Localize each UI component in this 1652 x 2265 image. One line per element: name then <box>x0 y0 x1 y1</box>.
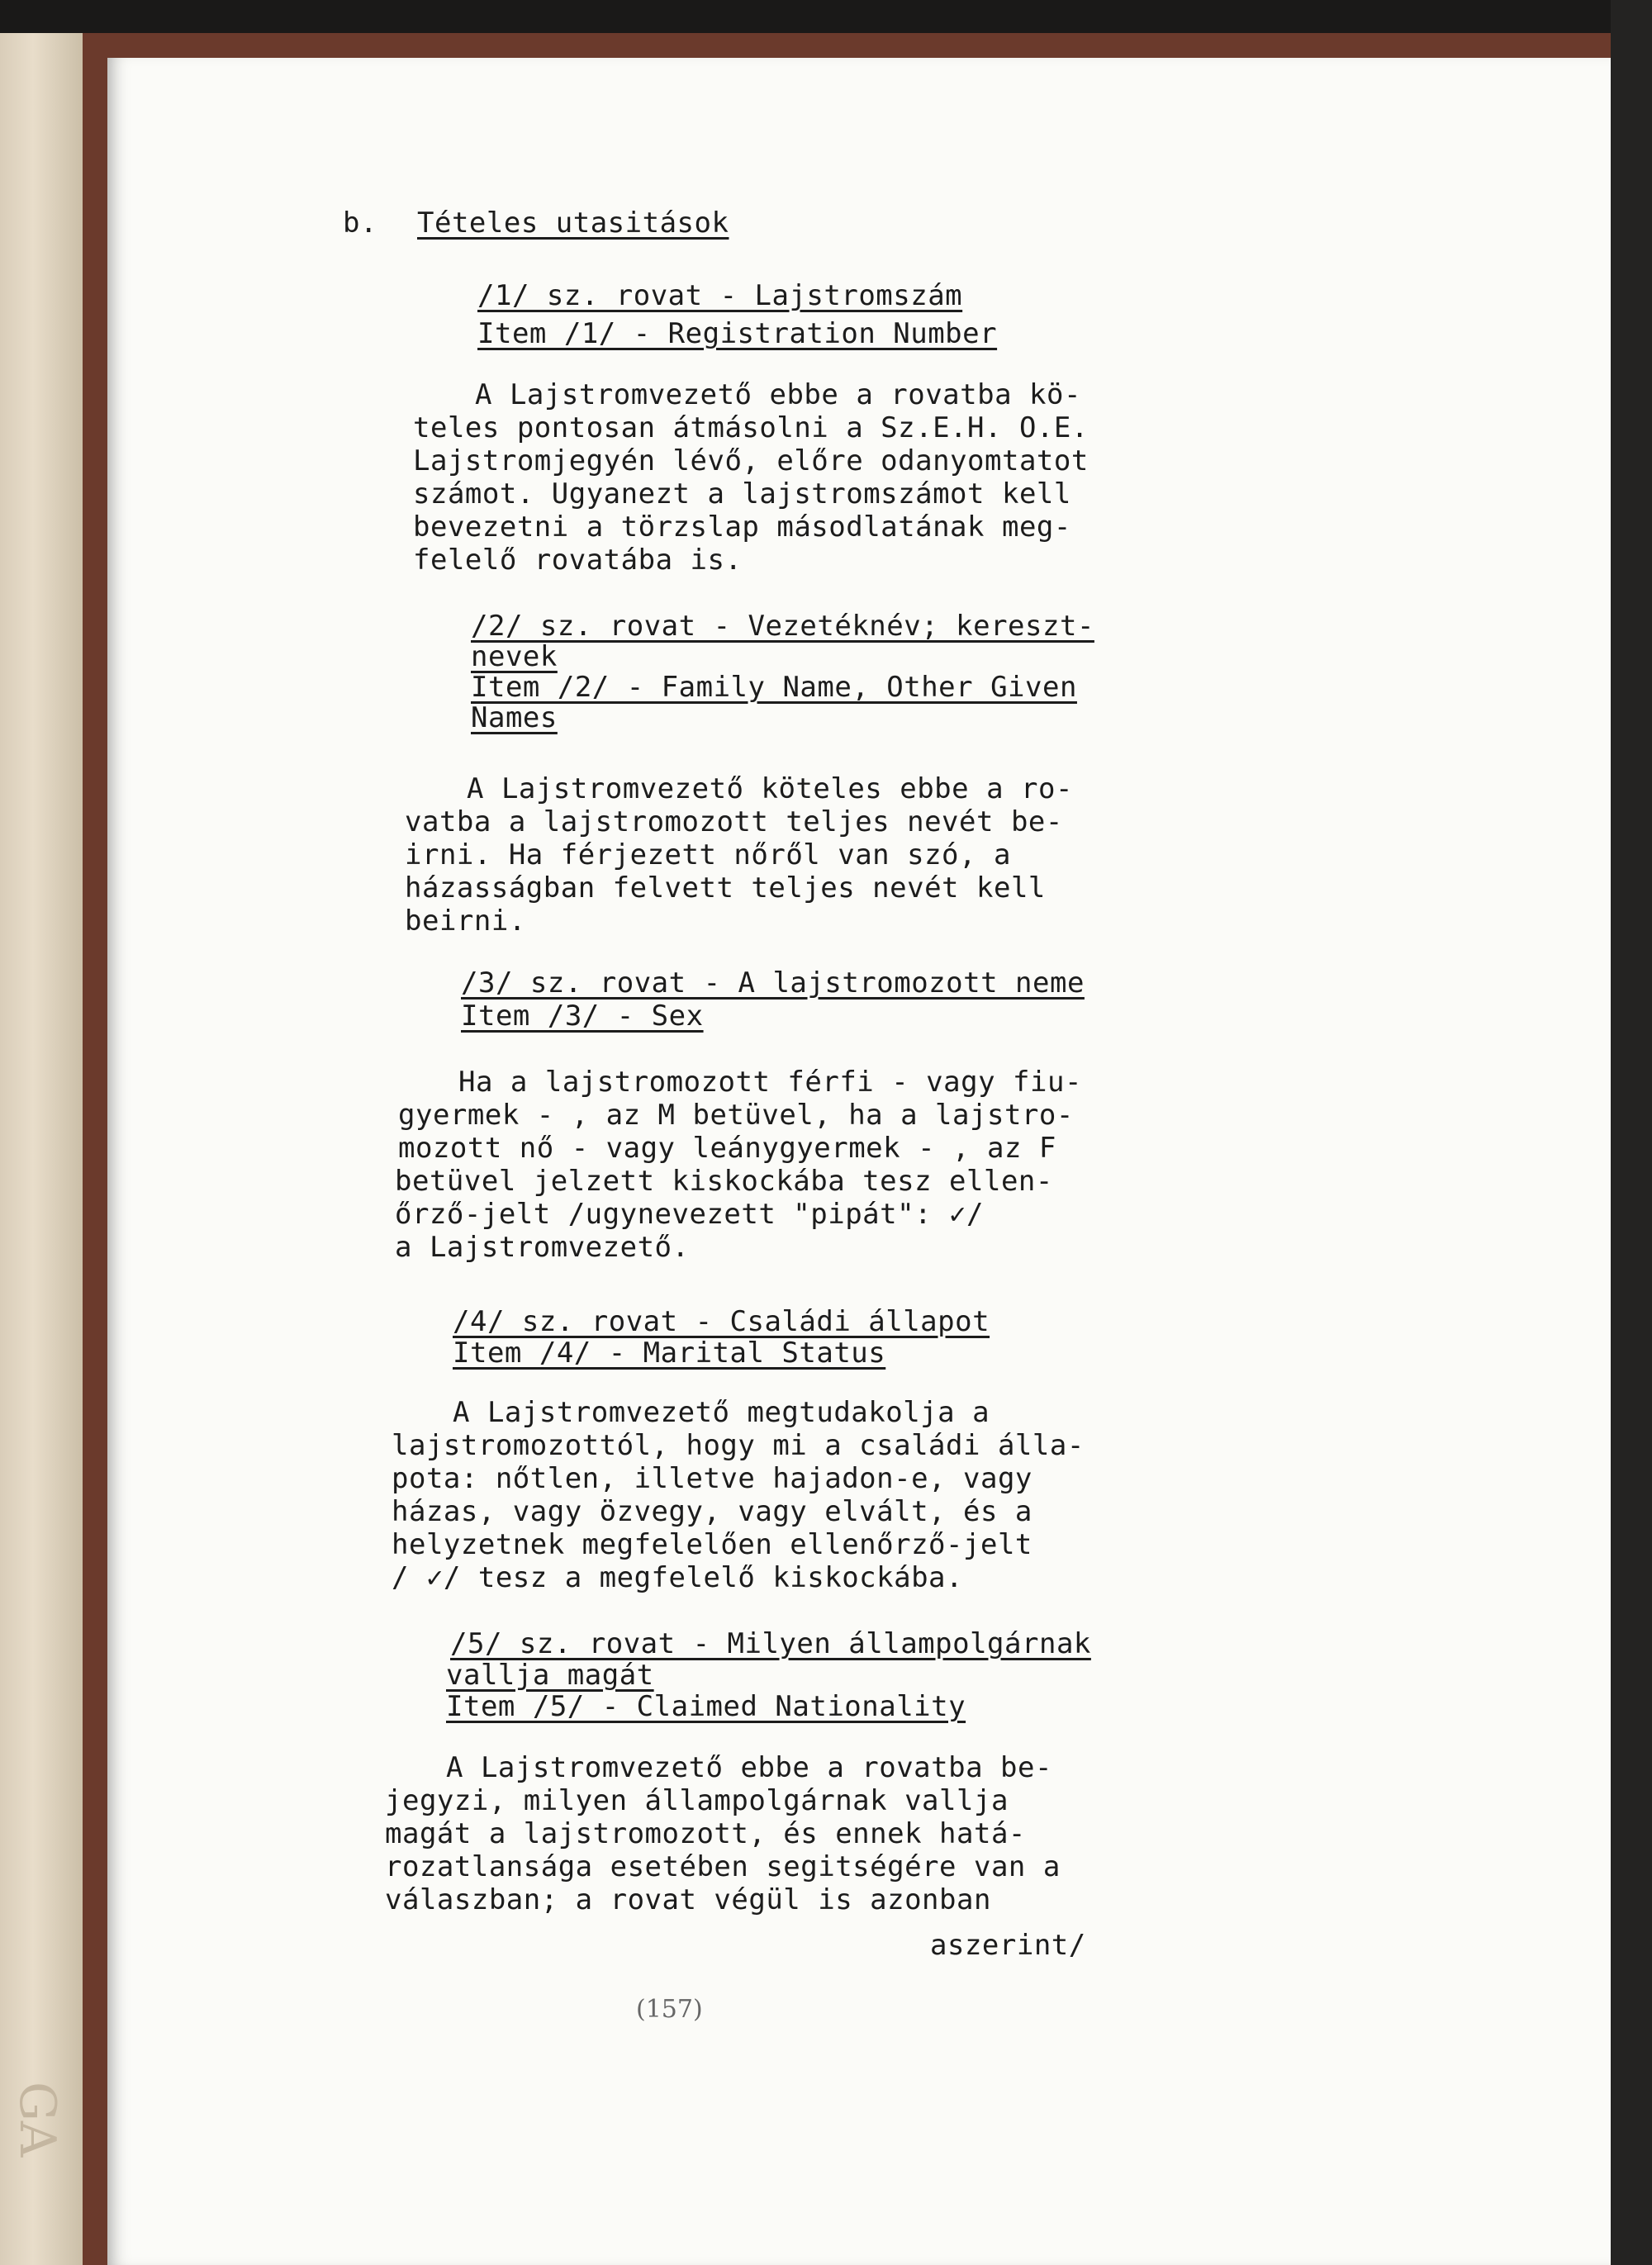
item-3-line: őrző-jelt /ugynevezett "pipát": ✓/ <box>395 1198 984 1231</box>
item-4-line: lajstromozottól, hogy mi a családi álla- <box>392 1429 1085 1462</box>
item-5-line: rozatlansága esetében segitségére van a <box>385 1850 1061 1883</box>
item-2-heading-hu-cont: nevek <box>471 640 558 673</box>
section-letter: b. <box>343 207 377 240</box>
item-4-line: pota: nőtlen, illetve hajadon-e, vagy <box>392 1462 1032 1495</box>
item-1-heading-en: Item /1/ - Registration Number <box>477 317 998 350</box>
scan-edge <box>1611 0 1652 2265</box>
section-title: Tételes utasitások <box>417 207 729 240</box>
item-2-heading-hu: /2/ sz. rovat - Vezetéknév; kereszt- <box>471 610 1094 643</box>
item-5-heading-hu: /5/ sz. rovat - Milyen állampolgárnak <box>450 1627 1091 1660</box>
item-3-line: betüvel jelzett kiskockába tesz ellen- <box>395 1165 1053 1198</box>
spine-mark: GA <box>8 2082 66 2158</box>
item-3-line: gyermek - , az M betüvel, ha a lajstro- <box>398 1099 1074 1132</box>
item-1-line: Lajstromjegyén lévő, előre odanyomtatot <box>413 444 1089 477</box>
item-4-heading-hu: /4/ sz. rovat - Családi állapot <box>453 1305 990 1338</box>
item-1-line: bevezetni a törzslap másodlatának meg- <box>413 510 1071 544</box>
item-4-line: / ✓/ tesz a megfelelő kiskockába. <box>392 1561 964 1594</box>
item-5-line: válaszban; a rovat végül is azonban <box>385 1883 991 1916</box>
item-2-line: vatba a lajstromozott teljes nevét be- <box>405 805 1063 838</box>
item-5-heading-hu-cont: vallja magát <box>446 1659 654 1692</box>
item-3-line: a Lajstromvezető. <box>395 1231 690 1264</box>
item-5-line: A Lajstromvezető ebbe a rovatba be- <box>446 1751 1052 1784</box>
page-number: (157) <box>636 1995 703 2024</box>
item-3-line: mozott nő - vagy leánygyermek - , az F <box>398 1132 1056 1165</box>
item-5-line: jegyzi, milyen állampolgárnak vallja <box>385 1784 1009 1817</box>
item-1-heading-hu: /1/ sz. rovat - Lajstromszám <box>477 279 963 312</box>
item-3-heading-hu: /3/ sz. rovat - A lajstromozott neme <box>461 966 1085 1000</box>
item-2-line: A Lajstromvezető köteles ebbe a ro- <box>467 772 1073 805</box>
item-2-line: irni. Ha férjezett nőről van szó, a <box>405 838 1011 871</box>
item-1-line: felelő rovatába is. <box>413 544 743 577</box>
item-5-heading-en: Item /5/ - Claimed Nationality <box>446 1690 966 1723</box>
item-5-line: magát a lajstromozott, és ennek hatá- <box>385 1817 1026 1850</box>
item-1-line: A Lajstromvezető ebbe a rovatba kö- <box>475 378 1081 411</box>
item-2-heading-en-cont: Names <box>471 701 558 734</box>
item-4-heading-en: Item /4/ - Marital Status <box>453 1337 886 1370</box>
continuation-text: aszerint/ <box>930 1929 1086 1962</box>
item-2-line: házasságban felvett teljes nevét kell <box>405 871 1046 905</box>
item-4-line: A Lajstromvezető megtudakolja a <box>453 1396 990 1429</box>
item-4-line: házas, vagy özvegy, vagy elvált, és a <box>392 1495 1032 1528</box>
item-2-line: beirni. <box>405 905 526 938</box>
item-3-heading-en: Item /3/ - Sex <box>461 1000 704 1033</box>
item-4-line: helyzetnek megfelelően ellenőrző-jelt <box>392 1528 1032 1561</box>
item-1-line: teles pontosan átmásolni a Sz.E.H. O.E. <box>413 411 1089 444</box>
book-spine-left <box>0 33 83 2265</box>
item-2-heading-en: Item /2/ - Family Name, Other Given <box>471 671 1077 704</box>
item-3-line: Ha a lajstromozott férfi - vagy fiu- <box>458 1066 1082 1099</box>
item-1-line: számot. Ugyanezt a lajstromszámot kell <box>413 477 1071 510</box>
